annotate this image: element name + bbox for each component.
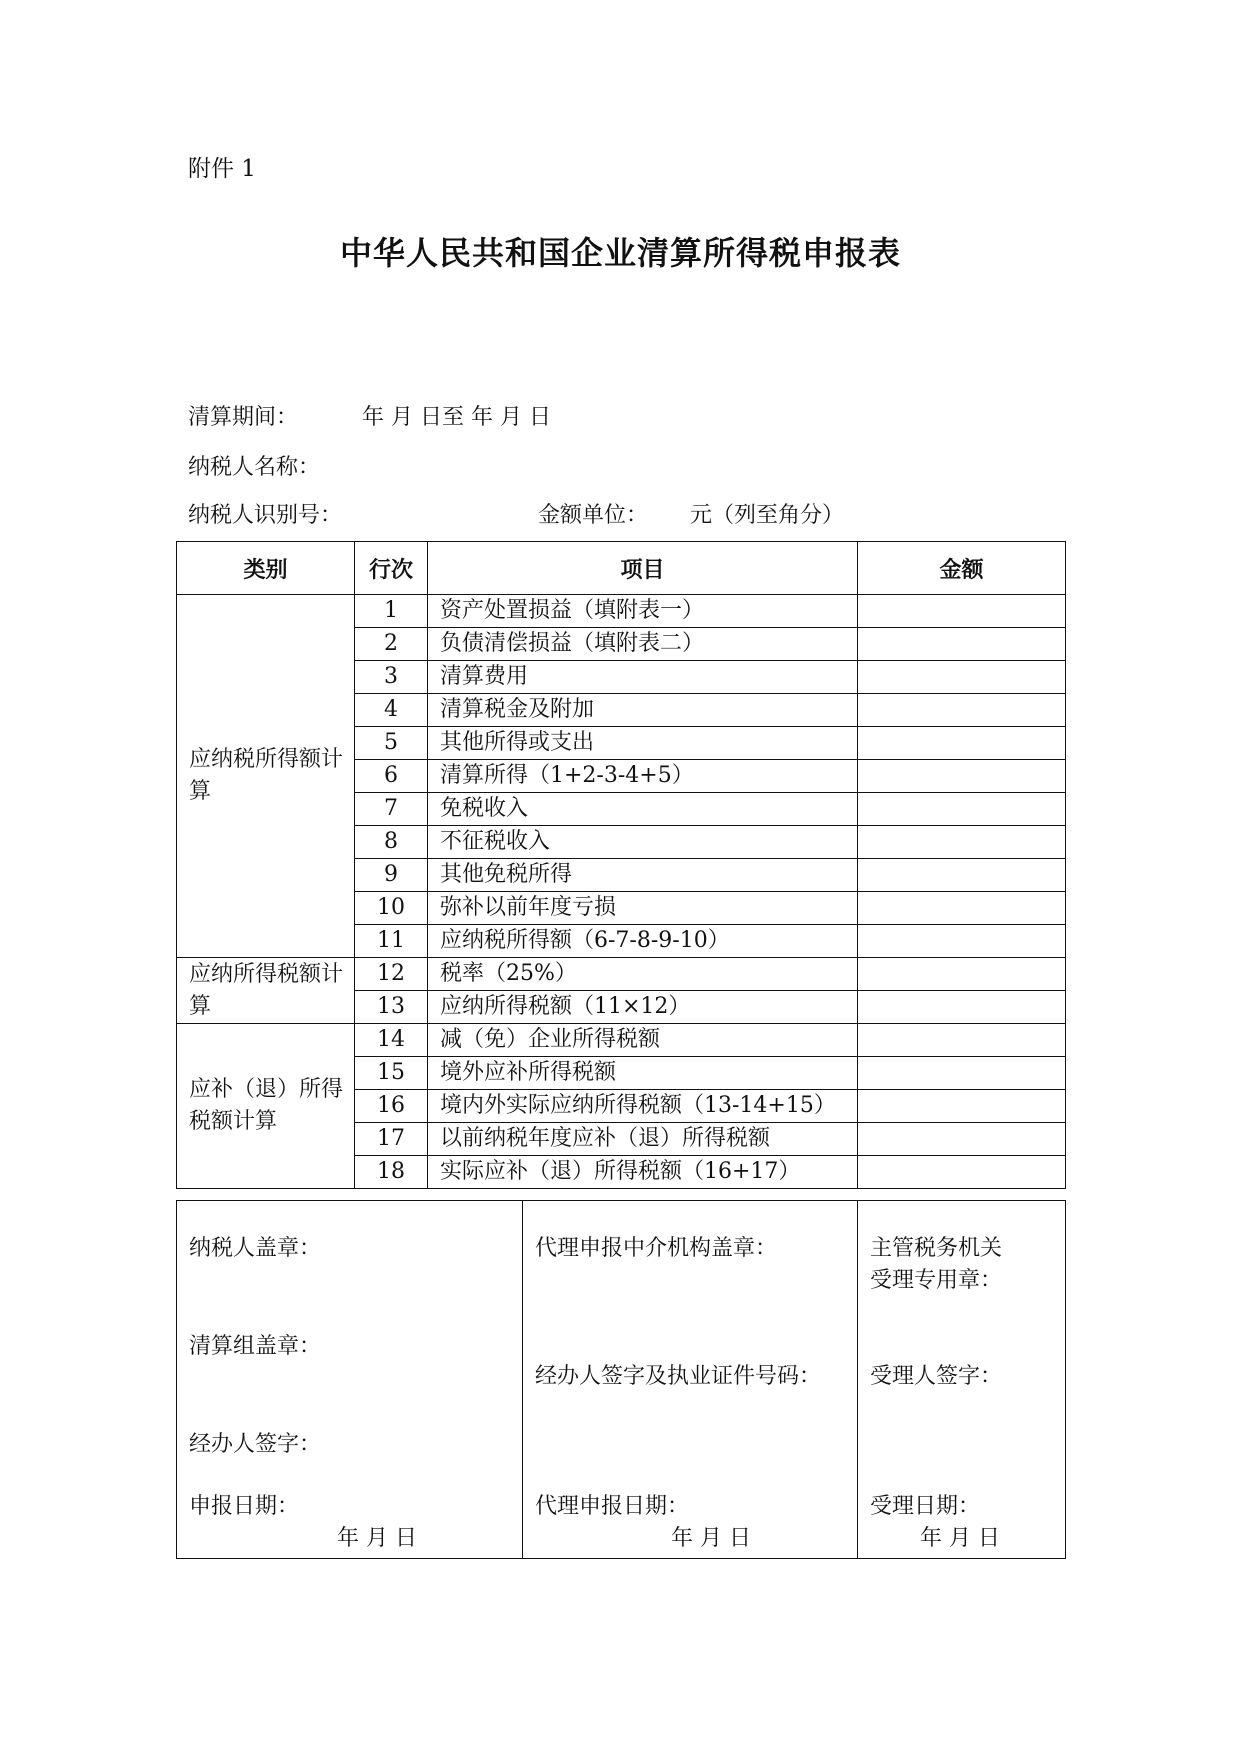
row-item: 税率（25%） — [428, 958, 858, 991]
row-item: 其他所得或支出 — [428, 727, 858, 760]
amount-cell[interactable] — [858, 826, 1066, 859]
table-header-row — [177, 542, 1066, 595]
amount-unit-label: 金额单位： — [538, 503, 649, 528]
authority-sign-cell — [858, 1201, 1066, 1559]
table-row — [177, 595, 1066, 628]
report-date-ymd: 年 月 日 — [337, 1526, 417, 1551]
taxpayer-seal-label: 纳税人盖章： — [189, 1236, 322, 1261]
agent-sign-cell — [523, 1201, 858, 1559]
row-item: 应纳所得税额（11×12） — [428, 991, 858, 1024]
agent-seal-label: 代理申报中介机构盖章： — [535, 1236, 778, 1261]
receive-date-label: 受理日期： — [870, 1494, 981, 1519]
row-item: 弥补以前年度亏损 — [428, 892, 858, 925]
amount-cell[interactable] — [858, 892, 1066, 925]
header-category: 类别 — [177, 542, 355, 595]
row-number: 11 — [355, 925, 428, 958]
row-number: 7 — [355, 793, 428, 826]
row-item: 应纳税所得额（6-7-8-9-10） — [428, 925, 858, 958]
row-number: 2 — [355, 628, 428, 661]
row-item: 免税收入 — [428, 793, 858, 826]
row-item: 清算所得（1+2-3-4+5） — [428, 760, 858, 793]
row-item: 境内外实际应纳所得税额（13-14+15） — [428, 1090, 858, 1123]
header-item: 项目 — [428, 542, 858, 595]
receive-date-ymd: 年 月 日 — [920, 1526, 1000, 1551]
taxpayer-id-label: 纳税人识别号： — [188, 503, 343, 528]
header-amount: 金额 — [858, 542, 1066, 595]
amount-cell[interactable] — [858, 925, 1066, 958]
page-title: 中华人民共和国企业清算所得税申报表 — [339, 234, 901, 272]
row-number: 8 — [355, 826, 428, 859]
period-label: 清算期间： — [188, 405, 299, 430]
agent-date-label: 代理申报日期： — [535, 1494, 690, 1519]
category-tax-refund: 应补（退）所得税额计算 — [177, 1024, 355, 1189]
amount-cell[interactable] — [858, 628, 1066, 661]
row-number: 17 — [355, 1123, 428, 1156]
amount-cell[interactable] — [858, 1156, 1066, 1189]
authority-seal-label-line1: 主管税务机关 — [870, 1236, 1003, 1261]
row-number: 15 — [355, 1057, 428, 1090]
authority-seal-label-line2: 受理专用章： — [870, 1268, 1003, 1293]
attachment-label: 附件 1 — [188, 156, 256, 182]
category-taxable-income: 应纳税所得额计算 — [177, 595, 355, 958]
report-date-label: 申报日期： — [189, 1494, 300, 1519]
row-number: 10 — [355, 892, 428, 925]
row-number: 1 — [355, 595, 428, 628]
row-item: 减（免）企业所得税额 — [428, 1024, 858, 1057]
header-row-number: 行次 — [355, 542, 428, 595]
period-value: 年 月 日至 年 月 日 — [362, 405, 551, 430]
row-item: 资产处置损益（填附表一） — [428, 595, 858, 628]
taxpayer-sign-cell — [177, 1201, 523, 1559]
amount-cell[interactable] — [858, 1123, 1066, 1156]
row-item: 其他免税所得 — [428, 859, 858, 892]
row-item: 清算税金及附加 — [428, 694, 858, 727]
receiver-sign-label: 受理人签字： — [870, 1364, 1003, 1389]
row-number: 4 — [355, 694, 428, 727]
row-item: 以前纳税年度应补（退）所得税额 — [428, 1123, 858, 1156]
row-number: 16 — [355, 1090, 428, 1123]
declaration-table — [176, 541, 1066, 1189]
signature-section — [176, 1200, 1066, 1559]
amount-cell[interactable] — [858, 595, 1066, 628]
table-row — [177, 1024, 1066, 1057]
category-tax-payable: 应纳所得税额计算 — [177, 958, 355, 1024]
handler-sign-label: 经办人签字： — [189, 1432, 322, 1457]
amount-cell[interactable] — [858, 661, 1066, 694]
row-number: 5 — [355, 727, 428, 760]
agent-date-ymd: 年 月 日 — [671, 1526, 751, 1551]
row-number: 14 — [355, 1024, 428, 1057]
amount-cell[interactable] — [858, 1024, 1066, 1057]
row-number: 3 — [355, 661, 428, 694]
row-number: 18 — [355, 1156, 428, 1189]
amount-cell[interactable] — [858, 991, 1066, 1024]
row-number: 13 — [355, 991, 428, 1024]
amount-cell[interactable] — [858, 694, 1066, 727]
row-number: 9 — [355, 859, 428, 892]
amount-cell[interactable] — [858, 727, 1066, 760]
row-item: 实际应补（退）所得税额（16+17） — [428, 1156, 858, 1189]
amount-cell[interactable] — [858, 760, 1066, 793]
row-item: 负债清偿损益（填附表二） — [428, 628, 858, 661]
row-item: 境外应补所得税额 — [428, 1057, 858, 1090]
agent-handler-label: 经办人签字及执业证件号码： — [535, 1364, 822, 1389]
row-number: 6 — [355, 760, 428, 793]
row-item: 清算费用 — [428, 661, 858, 694]
amount-cell[interactable] — [858, 793, 1066, 826]
amount-cell[interactable] — [858, 1057, 1066, 1090]
taxpayer-name-label: 纳税人名称： — [188, 455, 321, 480]
liquidation-seal-label: 清算组盖章： — [189, 1334, 322, 1359]
row-item: 不征税收入 — [428, 826, 858, 859]
amount-cell[interactable] — [858, 859, 1066, 892]
amount-cell[interactable] — [858, 1090, 1066, 1123]
amount-unit-value: 元（列至角分） — [690, 503, 845, 528]
table-row — [177, 958, 1066, 991]
row-number: 12 — [355, 958, 428, 991]
amount-cell[interactable] — [858, 958, 1066, 991]
